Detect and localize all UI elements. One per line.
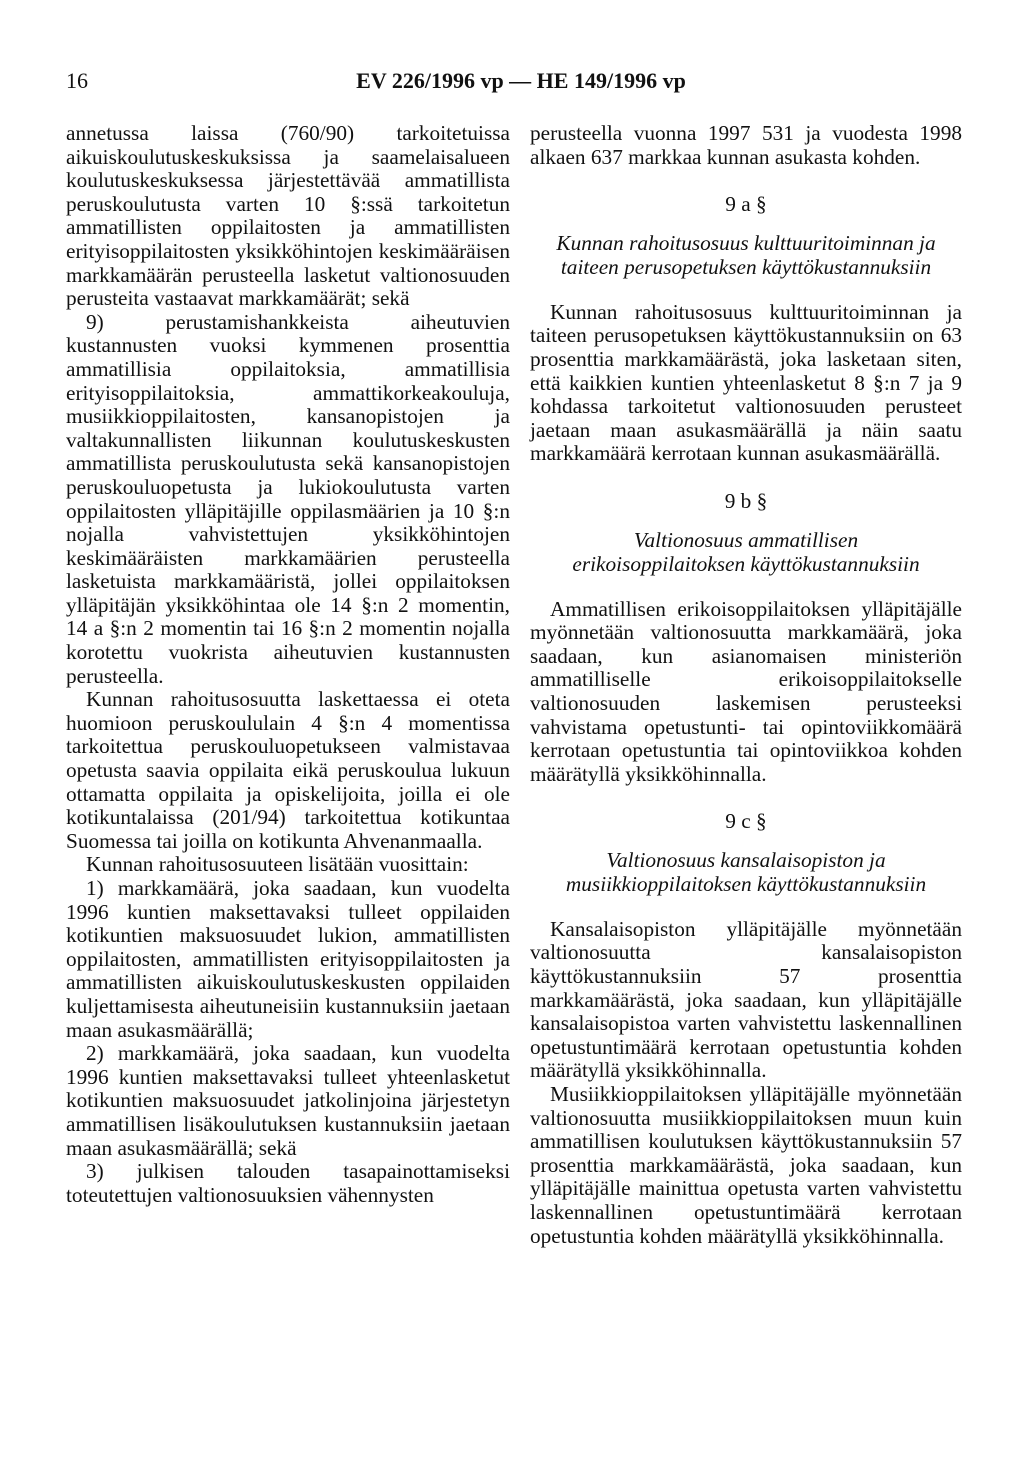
- paragraph: perusteella vuonna 1997 531 ja vuodesta 1998 alkaen 637 markkaa kunnan asukasta kohden.: [530, 121, 962, 169]
- section-number: 9 a §: [725, 192, 767, 217]
- section-title: [530, 231, 962, 279]
- paragraph: 3) julkisen talouden tasapainottamiseksi toteutettujen valtionosuuksien vähennysten: [66, 1159, 510, 1207]
- paragraph: Kunnan rahoitusosuus kulttuuritoiminnan ja taiteen perusopetuksen käyttökustannuksiin on 63 prosenttia markkamäärästä, joka lasketaan siten, että kaikkien kuntien yhteenlasketut 8 §:n 7 ja 9 kohdassa tarkoitetut valtionosuuden perusteet jaetaan maan asukasmäärällä ja näin saatu markkamäärä kerrotaan kunnan asukasmäärällä.: [530, 299, 962, 466]
- paragraph: 9) perustamishankkeista aiheutuvien kustannusten vuoksi kymmenen prosenttia ammatillisia oppilaitoksia, ammatillisia erityisoppilaitoksia, ammattikorkeakouluja, musiikkioppilaitosten, kansanopistojen ja valtakunnallisten liikunnan koulutuskeskusten ammatillista peruskoulutusta sekä kansanopistojen peruskouluopetusta ja lukiokoulutusta varten oppilaitosten ylläpitäjille oppilasmäärien ja 10 §:n nojalla vahvistettujen yksikköhintojen keskimääräisten markkamäärien perusteella lasketuista markkamääristä, jollei oppilaitoksen ylläpitäjän yksikköhintaa ole 14 §:n 2 momentin, 14 a §:n 2 momentin tai 16 §:n 2 momentin nojalla korotettu vuokrista aiheutuvien kustannusten perusteella.: [66, 309, 510, 688]
- section-title-line: musiikkioppilaitoksen käyttökustannuksiin: [565, 871, 927, 896]
- section-title-line: Valtionosuus kansalaisopiston ja: [606, 847, 886, 872]
- page-number: 16: [66, 68, 88, 93]
- paragraph: 2) markkamäärä, joka saadaan, kun vuodelta 1996 kuntien maksettavaksi tulleet yhteenlasketut kotikuntien maksuosuudet jatkolinjoina järjestetyn ammatillisen lisäkoulutuksen kustannuksiin jaetaan maan asukasmäärällä; sekä: [66, 1041, 510, 1160]
- paragraph: Ammatillisen erikoisoppilaitoksen ylläpitäjälle myönnetään valtionosuutta markkamäärä, joka saadaan, kun asianomaisen ministeriön ammatilliselle erikoisoppilaitokselle valtionosuuden laskemisen perusteeksi vahvistama opetustunti- tai opintoviikkomäärä kerrotaan opetustuntia tai opintoviikkoa kohden määrätyllä yksikköhinnalla.: [530, 596, 962, 786]
- paragraph: annetussa laissa (760/90) tarkoitetuissa aikuiskoulutuskeskuksissa ja saamelaisalueen koulutuskeskuksessa järjestettävää ammatillista peruskoulutusta varten 10 §:ssä tarkoitetun ammatillisten oppilaitosten ja ammatillisten erityisoppilaitosten yksikköhintojen keskimääräisen markkamäärän perusteella lasketut valtionosuuden perusteita vastaavat markkamäärät; sekä: [66, 121, 510, 311]
- section-number: 9 b §: [724, 488, 768, 513]
- page-header: [66, 68, 976, 98]
- paragraph: Kunnan rahoitusosuuteen lisätään vuosittain:: [86, 852, 469, 877]
- right-column: [530, 122, 962, 1248]
- paragraph: Musiikkioppilaitoksen ylläpitäjälle myönnetään valtionosuutta musiikkioppilaitoksen muun kuin ammatillisen koulutuksen käyttökustannuksiin 57 prosenttia markkamäärästä, joka saadaan, kun ylläpitäjälle mainittua opetusta varten vahvistettu laskennallinen opetustuntimäärä kerrotaan opetustuntia kohden määrätyllä yksikköhinnalla.: [530, 1082, 962, 1248]
- paragraph: Kunnan rahoitusosuutta laskettaessa ei oteta huomioon peruskoululain 4 §:n 4 momentissa tarkoitettua peruskouluopetukseen valmistavaa opetusta saavia oppilaita eikä peruskoulua lukuun ottamatta oppilaita ja opiskelijoita, joilla ei ole kotikuntalaissa (201/94) tarkoitettua kotikuntaa Suomessa tai joilla on kotikunta Ahvenanmaalla.: [66, 687, 510, 853]
- section-number: 9 c §: [725, 809, 767, 834]
- section-title-line: Kunnan rahoitusosuus kulttuuritoiminnan ja: [556, 230, 936, 255]
- left-column: [66, 122, 510, 1207]
- section-title: [530, 848, 962, 896]
- section-title-line: erikoisoppilaitoksen käyttökustannuksiin: [572, 551, 920, 576]
- paragraph: 1) markkamäärä, joka saadaan, kun vuodelta 1996 kuntien maksettavaksi tulleet oppilaiden kotikuntien maksuosuudet lukion, ammatillisten oppilaitosten, ammatillisten erityisoppilaitosten ja ammatillisten aikuiskoulutuskeskusten oppilaiden kuljettamisesta aiheutuneisiin kustannuksiin jaetaan maan asukasmäärällä;: [66, 876, 510, 1042]
- section-title-line: Valtionosuus ammatillisen: [633, 527, 859, 552]
- paragraph: Kansalaisopiston ylläpitäjälle myönnetään valtionosuutta kansalaisopiston käyttökustannuksiin 57 prosenttia markkamäärästä, joka saadaan, kun ylläpitäjälle kansalaisopistoa varten vahvistettu laskennallinen opetustuntimäärä kerrotaan opetustuntia kohden määrätyllä yksikköhinnalla.: [530, 916, 962, 1083]
- section-title-line: taiteen perusopetuksen käyttökustannuksiin: [560, 254, 932, 279]
- section-title: [530, 528, 962, 576]
- running-title: EV 226/1996 vp — HE 149/1996 vp: [356, 68, 686, 93]
